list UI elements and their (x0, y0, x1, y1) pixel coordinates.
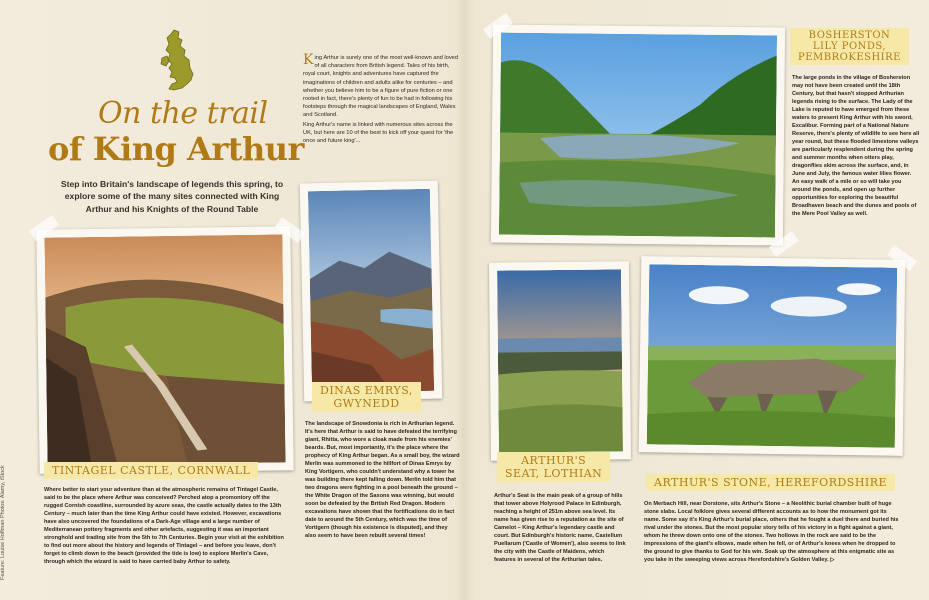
caption-tintagel: TINTAGEL CASTLE, CORNWALL (44, 462, 258, 479)
text-arthurs-stone: On Merbach Hill, near Dorstone, sits Arthur's Stone – a Neolithic burial chamber built of huge stone slabs. Local folklore gives several different accounts as to how the monument got its name. Some say it's King Arthur's burial place, others that he fought a duel there and buried his rival under the stones. But the most popular story tells of his victory in a fight against a giant, whom he threw down onto one of the stones. Two hollows in the rock are said to be the impressions of the giant's elbows, made when he fell, or of Arthur's knees when he dropped to the ground to give thanks to God for his win. Soak up the atmosphere at this enigmatic site as you take in the sweeping views across Herefordshire's Golden Valley. ▷ (644, 501, 899, 563)
caption-bosherston-line-2: LILY PONDS, (812, 41, 887, 52)
text-dinas-emrys: The landscape of Snowdonia is rich in Arthurian legend. It's here that Arthur is said to have defeated the terrifying giant, Rhitta, who wore a cloak made from his enemies' beards. But, most importantly, it's the place where the prophecy of King Arthur began. As a small boy, the wizard Merlin was summoned to the hillfort of Dinas Emrys by King Vortigern, who couldn't understand why a tower he was building there kept falling down. Merlin told him that two dragons were fighting in a pool beneath the ground – the White Dragon of the Saxons was winning, but would soon be defeated by the British Red Dragon. Modern excavations have shown that the fortifications do in fact date to around the 5th Century, which was the time of Vortigern (though his existence is disputed), and they also seem to have been rebuilt several times! (305, 421, 460, 539)
text-tintagel: Where better to start your adventure than at the atmospheric remains of Tintagel Castle, said to be the place where Arthur was conceived? Perched atop a promontory off the rugged Cornish coastline, surrounded by azure seas, the castle actually dates to the 13th Century – much later than the time King Arthur could have existed. However, excavations have also uncovered the foundations of a Dark-Age village and a large number of Mediterranean pottery fragments and other artefacts, suggesting it was an important stronghold and trading site from the 5th to 7th Centuries. Begin your visit at the exhibition to find out more about the history and legends of Tintagel – and before you leave, don't forget to climb down to the beach (provided the tide is low) to explore Merlin's Cave, through which the wizard is said to have carried baby Arthur to safety. (44, 487, 284, 565)
caption-dinas-emrys (312, 382, 421, 412)
photo-frame-arthurs-seat (489, 261, 631, 460)
lead-text (303, 54, 458, 145)
photo-frame-tintagel (36, 226, 293, 474)
photo-frame-arthurs-stone (639, 256, 906, 456)
caption-arthurs-seat (497, 452, 610, 482)
caption-dinas-emrys-line-2: GWYNEDD (333, 397, 400, 410)
text-bosherston: The large ponds in the village of Bosherston may not have been created until the 18th Century, but that hasn't stopped Arthurian legends rising to the surface. The Lady of the Lake is reputed to have emerged from these waters to present King Arthur with his sword, Excalibur. Forming part of a National Nature Reserve, there's plenty of wildlife to see here all year round, but these flooded limestone valleys are particularly resplendent during the spring and summer months when otters play, dragonflies skim across the surface, and, in June and July, the famous water lilies flower. An easy walk of a mile or so will take you around the ponds, and open up further opportunities for exploring the beautiful Broadhaven beach and the dunes and pools of the Mere Pool Valley as well. (792, 75, 920, 217)
caption-arthurs-stone: ARTHUR'S STONE, HEREFORDSHIRE (646, 474, 895, 491)
photo-dinas-emrys (308, 189, 434, 394)
uk-map-icon (160, 28, 194, 94)
title-line-2: of King Arthur (48, 130, 304, 168)
caption-bosherston (790, 28, 909, 65)
caption-arthurs-seat-line-1: ARTHUR'S (521, 454, 587, 467)
photo-arthurs-seat (497, 269, 623, 452)
intro-text: Step into Britain's landscape of legends this spring, to explore some of the many sites connected with King Arthur and his Knights of the Round Table (60, 179, 284, 214)
photo-arthurs-stone (647, 264, 897, 447)
photo-bosherston (499, 33, 777, 238)
caption-dinas-emrys-line-1: DINAS EMRYS, (320, 384, 413, 397)
lead-paragraph-1: ing Arthur is surely one of the most well-known and loved of all characters from British legend. Tales of his birth, royal court, knights and adventures have captured the imaginations of children and adults alike for centuries – and whether you believe him to be a figure of pure fiction or one rooted in fact, there's plenty of fun to be had in following his footsteps through the magical landscapes of England, Wales and Scotland. (303, 55, 458, 119)
caption-arthurs-seat-line-2: SEAT, LOTHIAN (505, 467, 603, 480)
caption-bosherston-line-1: BOSHERSTON (808, 30, 891, 41)
lead-paragraph-2: King Arthur's name is linked with numerous sites across the UK, but here are 10 of the best to kick off your quest for 'the once and future king'... (303, 121, 454, 145)
text-arthurs-seat: Arthur's Seat is the main peak of a group of hills that tower above Holyrood Palace in Edinburgh, reaching a height of 251m above sea level. Its name has given rise to a reputation as the site of Camelot – King Arthur's legendary castle and court. But Edinburgh's historic name, Castellum Puellarum ('Castle of Women'), also seems to link the city with the Castle of Maidens, which features in several of the Arthurian tales. (494, 493, 626, 563)
photo-frame-bosherston (491, 24, 785, 245)
caption-bosherston-line-3: PEMBROKESHIRE (798, 52, 901, 63)
photo-tintagel (44, 234, 285, 465)
dropcap: K (303, 52, 314, 68)
photo-credit: Feature: Louise Hoffman Photos: Alamy, iStock (0, 465, 6, 580)
photo-frame-dinas-emrys (300, 181, 443, 402)
title-line-1: On the trail (98, 96, 268, 131)
